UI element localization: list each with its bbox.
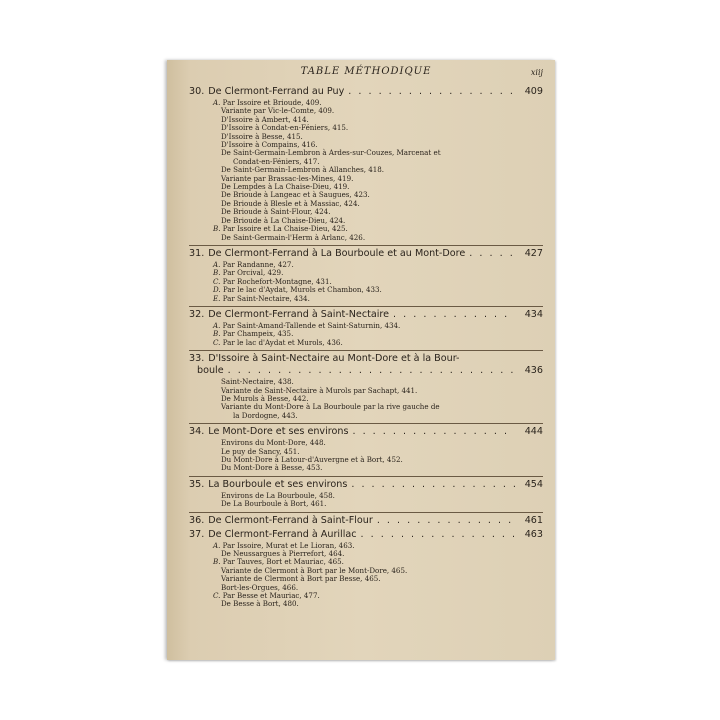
entry-text: Par Champeix, 435.	[222, 329, 294, 339]
entry-text: D'Issoire à Condat-en-Féniers, 415.	[221, 123, 349, 133]
entry-text: Environs du Mont-Dore, 448.	[221, 438, 326, 448]
toc-section	[189, 351, 543, 424]
entry-text: Variante par Brassac-les-Mines, 419.	[221, 173, 354, 183]
section-number: 37.	[189, 528, 205, 540]
section-page-number: 434	[524, 308, 543, 320]
section-title-continuation: boule	[197, 365, 224, 377]
section-page-number: 454	[524, 478, 543, 490]
section-title: De Clermont-Ferrand à Saint-Nectaire	[208, 308, 390, 320]
section-heading	[189, 309, 543, 321]
book-page	[167, 60, 555, 660]
dot-leader	[351, 479, 515, 491]
entry-text: Variante du Mont-Dore à La Bourboule par la rive gauche de	[221, 402, 440, 412]
section-page-number: 463	[524, 528, 543, 540]
entry-text: Bort-les-Orgues, 466.	[221, 582, 299, 592]
entry-text: Par Saint-Amand-Tallende et Saint-Saturnin, 434.	[222, 320, 401, 330]
running-head-title: TABLE MÉTHODIQUE	[300, 66, 432, 77]
entry-text: D'Issoire à Besse, 415.	[221, 131, 303, 141]
section-number: 36.	[189, 514, 205, 526]
entry-text: De Besse à Bort, 480.	[221, 599, 299, 609]
section-title: De Clermont-Ferrand à La Bourboule et au Mont-Dore	[208, 247, 466, 259]
entry-label: A.	[213, 98, 221, 107]
entry-text: De Saint-Germain-Lembron à Allanches, 418.	[221, 165, 385, 175]
section-items	[189, 377, 543, 420]
section-items	[189, 438, 543, 473]
section-items	[189, 541, 543, 609]
toc-section	[189, 424, 543, 477]
page-folio: xiij	[530, 68, 543, 77]
section-page-number: 409	[524, 86, 543, 97]
entry-text: Condat-en-Féniers, 417.	[233, 156, 320, 166]
entry-text: Par Orcival, 429.	[222, 268, 284, 278]
entry-text: Par Issoire et Brioude, 409.	[222, 98, 322, 107]
section-items	[189, 260, 543, 303]
entry-text: Par le lac d'Aydat et Murols, 436.	[222, 337, 343, 347]
entry-text: Par Saint-Nectaire, 434.	[222, 293, 310, 303]
toc-entry	[189, 600, 543, 608]
dot-leader	[469, 248, 515, 260]
section-items	[189, 491, 543, 509]
entry-text: De Brioude à Langeac et à Saugues, 423.	[221, 190, 370, 200]
section-title: De Clermont-Ferrand au Puy	[208, 86, 345, 97]
entry-text: De Brioude à Saint-Flour, 424.	[221, 207, 331, 217]
toc-entry	[189, 500, 543, 508]
entry-text: Variante de Saint-Nectaire à Murols par Sachapt, 441.	[221, 385, 418, 395]
section-title: D'Issoire à Saint-Nectaire au Mont-Dore et à la Bour-	[208, 353, 460, 365]
entry-text: Du Mont-Dore à Besse, 453.	[221, 463, 323, 473]
page-content	[189, 66, 543, 652]
entry-text: Variante par Vic-le-Comte, 409.	[221, 106, 335, 116]
section-page-number: 427	[524, 247, 543, 259]
running-head	[189, 66, 543, 84]
entry-text: De Brioude à La Chaise-Dieu, 424.	[221, 215, 346, 225]
section-number: 35.	[189, 478, 205, 490]
entry-label: C.	[213, 337, 221, 347]
entry-text: Par Issoire, Murat et Le Lioran, 463.	[222, 540, 355, 550]
entry-label: B.	[213, 557, 221, 567]
table-of-contents	[189, 84, 543, 612]
toc-section	[189, 307, 543, 351]
section-number: 32.	[189, 308, 205, 320]
section-heading	[189, 248, 543, 260]
section-page-number: 461	[524, 514, 543, 526]
entry-label: E.	[213, 293, 221, 303]
entry-text: Par Tauves, Bort et Mauriac, 465.	[222, 557, 344, 567]
section-title: Le Mont-Dore et ses environs	[208, 426, 349, 438]
section-page-number: 444	[524, 426, 543, 438]
section-heading	[189, 353, 543, 377]
section-title: De Clermont-Ferrand à Aurillac	[208, 528, 357, 540]
entry-text: Saint-Nectaire, 438.	[221, 377, 294, 387]
entry-text: De Lempdes à La Chaise-Dieu, 419.	[221, 182, 350, 192]
section-page-number: 436	[524, 365, 543, 377]
entry-label: A.	[213, 320, 221, 330]
entry-text: De Murols à Besse, 442.	[221, 393, 309, 403]
dot-leader	[361, 529, 515, 541]
entry-text: D'Issoire à Ambert, 414.	[221, 114, 309, 124]
entry-text: Par Rochefort-Montagne, 431.	[222, 276, 332, 286]
toc-entry	[189, 339, 543, 347]
toc-section	[189, 84, 543, 246]
section-title: De Clermont-Ferrand à Saint-Flour	[208, 514, 373, 526]
section-items	[189, 98, 543, 242]
entry-text: Par Issoire et La Chaise-Dieu, 425.	[222, 224, 348, 234]
toc-entry	[189, 234, 543, 242]
section-items	[189, 321, 543, 347]
entry-text: Le puy de Sancy, 451.	[221, 446, 300, 456]
toc-entry	[189, 412, 543, 420]
dot-leader	[377, 515, 515, 527]
entry-text: De Brioude à Blesle et à Massiac, 424.	[221, 198, 360, 208]
section-number: 31.	[189, 247, 205, 259]
section-heading	[189, 515, 543, 527]
section-title: La Bourboule et ses environs	[208, 478, 348, 490]
section-heading	[189, 86, 543, 98]
section-heading	[189, 479, 543, 491]
toc-section	[189, 513, 543, 527]
section-heading	[189, 426, 543, 438]
section-heading	[189, 529, 543, 541]
entry-label: B.	[213, 268, 221, 278]
section-number: 34.	[189, 426, 205, 438]
toc-section	[189, 527, 543, 612]
dot-leader	[348, 86, 515, 98]
section-number: 30.	[189, 86, 205, 97]
toc-section	[189, 477, 543, 513]
entry-label: A.	[213, 540, 221, 550]
dot-leader	[228, 365, 515, 377]
toc-entry	[189, 295, 543, 303]
dot-leader	[393, 309, 515, 321]
entry-text: Par Randanne, 427.	[222, 259, 294, 269]
entry-text: De Neussargues à Pierrefort, 464.	[221, 549, 345, 559]
entry-label: B.	[213, 224, 221, 234]
entry-text: Du Mont-Dore à Latour-d'Auvergne et à Bort, 452.	[221, 455, 403, 464]
entry-text: Variante de Clermont à Bort par le Mont-Dore, 465.	[221, 565, 408, 575]
entry-text: D'Issoire à Compains, 416.	[221, 140, 318, 150]
entry-label: B.	[213, 329, 221, 339]
toc-entry	[189, 464, 543, 472]
entry-text: Par le lac d'Aydat, Murols et Chambon, 433.	[222, 285, 382, 295]
entry-text: la Dordogne, 443.	[233, 410, 298, 420]
toc-section	[189, 246, 543, 307]
entry-label: C.	[213, 276, 221, 286]
entry-text: Par Besse et Mauriac, 477.	[222, 591, 320, 601]
entry-text: Environs de La Bourboule, 458.	[221, 490, 335, 500]
entry-text: De Saint-Germain-Lembron à Ardes-sur-Couzes, Marcenat et	[221, 148, 441, 158]
section-number: 33.	[189, 353, 205, 365]
entry-label: C.	[213, 591, 221, 601]
entry-text: De Saint-Germain-l'Herm à Arlanc, 426.	[221, 232, 366, 242]
dot-leader	[352, 426, 515, 438]
entry-label: A.	[213, 259, 221, 269]
entry-text: De La Bourboule à Bort, 461.	[221, 499, 327, 509]
entry-text: Variante de Clermont à Bort par Besse, 465.	[221, 574, 381, 584]
entry-label: D.	[213, 285, 221, 295]
